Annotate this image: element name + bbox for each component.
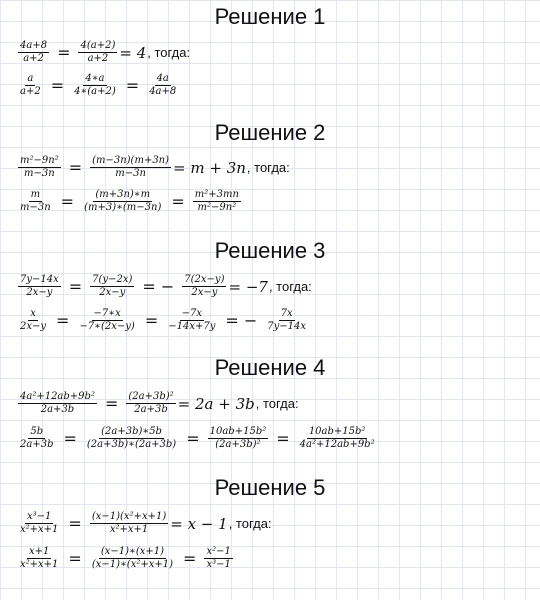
solution-2-line-2 (16, 189, 243, 214)
tail-text: , тогда: (255, 396, 299, 411)
denominator: m−3n (20, 202, 51, 213)
solution-1-line-1 (16, 40, 190, 65)
denominator: x²+x+1 (109, 524, 149, 535)
fraction (182, 274, 226, 299)
fraction (90, 155, 171, 180)
numerator: 7x (280, 308, 293, 319)
numerator: 4a (156, 73, 169, 84)
solution-4-line-2 (16, 426, 379, 451)
fraction (18, 511, 60, 536)
denominator: 2a+3b (20, 439, 54, 450)
numerator: 10ab+15b² (308, 426, 366, 437)
numerator: 7(2x−y) (184, 274, 225, 285)
denominator: 2x−y (26, 287, 53, 298)
solution-5-line-1 (16, 511, 272, 536)
solution-2-title: Решение 2 (214, 120, 326, 145)
fraction (18, 274, 61, 299)
numerator: m²+3mn (194, 189, 239, 200)
numerator: (x−1)(x²+x+1) (91, 511, 167, 522)
numerator: 4(a+2) (80, 40, 116, 51)
denominator: x²+x+1 (20, 524, 59, 535)
numerator: (m+3n)∗m (95, 189, 151, 200)
numerator: 4∗a (85, 73, 105, 84)
equals-sign: = (68, 277, 83, 296)
numerator: 7y−14x (20, 274, 59, 285)
numerator: 5b (30, 426, 44, 437)
denominator: x³−1 (206, 559, 231, 570)
fraction (85, 426, 178, 451)
fraction (18, 189, 53, 214)
denominator: 7y−14x (267, 321, 307, 332)
solution-3-title: Решение 3 (214, 238, 326, 263)
equals-sign: = (68, 549, 82, 568)
solution-4-title: Решение 4 (214, 355, 326, 380)
solution-5-line-2 (16, 546, 235, 571)
result: = m + 3n (173, 158, 246, 177)
fraction (147, 73, 178, 98)
numerator: 4a²+12ab+9b² (20, 391, 95, 402)
tail-text: , тогда: (147, 45, 191, 60)
numerator: a (27, 73, 34, 84)
denominator: 4∗(a+2) (74, 86, 116, 97)
numerator: (m−3n)(m+3n) (92, 155, 170, 166)
equals-sign: = (68, 514, 82, 533)
denominator: 2x−y (191, 287, 218, 298)
fraction (18, 155, 61, 180)
equals-sign: = − (142, 277, 175, 296)
denominator: m−3n (115, 168, 146, 179)
equals-sign: = (144, 311, 159, 330)
denominator: (m+3)∗(m−3n) (84, 202, 162, 213)
numerator: (2a+3b)∗5b (101, 426, 162, 437)
fraction (90, 546, 175, 571)
numerator: −7x (181, 308, 202, 319)
fraction (72, 73, 118, 98)
result: = −7 (228, 277, 268, 296)
denominator: 2x−y (99, 287, 126, 298)
denominator: a+2 (23, 53, 44, 64)
tail-text: , тогда: (246, 160, 290, 175)
numerator: x³−1 (27, 511, 52, 522)
fraction (82, 189, 163, 214)
fraction (166, 308, 217, 333)
equals-sign: = (50, 76, 65, 95)
fraction (90, 511, 168, 536)
numerator: (2a+3b)² (128, 391, 174, 402)
fraction (193, 189, 241, 214)
result: = 2a + 3b (177, 394, 255, 413)
denominator: m²−9n² (197, 202, 237, 213)
fraction (78, 40, 117, 65)
numerator: (x−1)∗(x+1) (100, 546, 165, 557)
denominator: x²+x+1 (20, 559, 59, 570)
fraction (208, 426, 269, 451)
denominator: 4a²+12ab+9b² (299, 439, 375, 450)
denominator: 2a+3b (134, 404, 168, 415)
fraction (18, 40, 49, 65)
solution-5-title: Решение 5 (214, 475, 326, 500)
tail-text: , тогда: (268, 279, 312, 294)
denominator: (x−1)∗(x²+x+1) (91, 559, 174, 570)
denominator: (2a+3b)∗(2a+3b) (86, 439, 177, 450)
fraction (18, 308, 48, 333)
equals-sign: = (68, 158, 83, 177)
numerator: x²−1 (206, 546, 231, 557)
equals-sign: = − (225, 311, 258, 330)
denominator: a+2 (87, 53, 109, 64)
result: = x − 1 (170, 514, 228, 533)
equals-sign: = (125, 76, 140, 95)
denominator: 4a+8 (149, 86, 177, 97)
solution-2-line-1 (16, 155, 290, 180)
fraction (265, 308, 308, 333)
numerator: x (30, 308, 36, 319)
denominator: 2a+3b (40, 404, 75, 415)
fraction (298, 426, 377, 451)
numerator: 7(y−2x) (92, 274, 133, 285)
result: = 4 (119, 43, 147, 62)
equals-sign: = (63, 429, 77, 448)
equals-sign: = (57, 43, 71, 62)
equals-sign: = (171, 192, 185, 211)
numerator: x+1 (29, 546, 50, 557)
equals-sign: = (183, 549, 197, 568)
denominator: −7∗(2x−y) (79, 321, 135, 332)
fraction (204, 546, 232, 571)
denominator: 2x−y (20, 321, 47, 332)
denominator: (2a+3b)² (215, 439, 261, 450)
fraction (90, 274, 134, 299)
numerator: m (30, 189, 41, 200)
denominator: −14x+7y (168, 321, 216, 332)
equals-sign: = (186, 429, 200, 448)
solution-1-line-2 (16, 73, 180, 98)
fraction (18, 391, 97, 416)
fraction (77, 308, 136, 333)
equals-sign: = (60, 192, 75, 211)
denominator: m−3n (24, 168, 55, 179)
solution-1-title: Решение 1 (214, 4, 326, 29)
fraction (126, 391, 175, 416)
denominator: a+2 (20, 86, 41, 97)
equals-sign: = (56, 311, 70, 330)
fraction (18, 426, 55, 451)
solution-4-line-1 (16, 391, 299, 416)
equals-sign: = (276, 429, 290, 448)
numerator: 4a+8 (20, 40, 48, 51)
numerator: m²−9n² (20, 155, 59, 166)
tail-text: , тогда: (228, 516, 272, 531)
numerator: 10ab+15b² (209, 426, 267, 437)
solution-3-line-1 (16, 274, 312, 299)
fraction (18, 73, 43, 98)
fraction (18, 546, 60, 571)
solution-3-line-2 (16, 308, 310, 333)
equals-sign: = (104, 394, 119, 413)
numerator: −7∗x (93, 308, 121, 319)
